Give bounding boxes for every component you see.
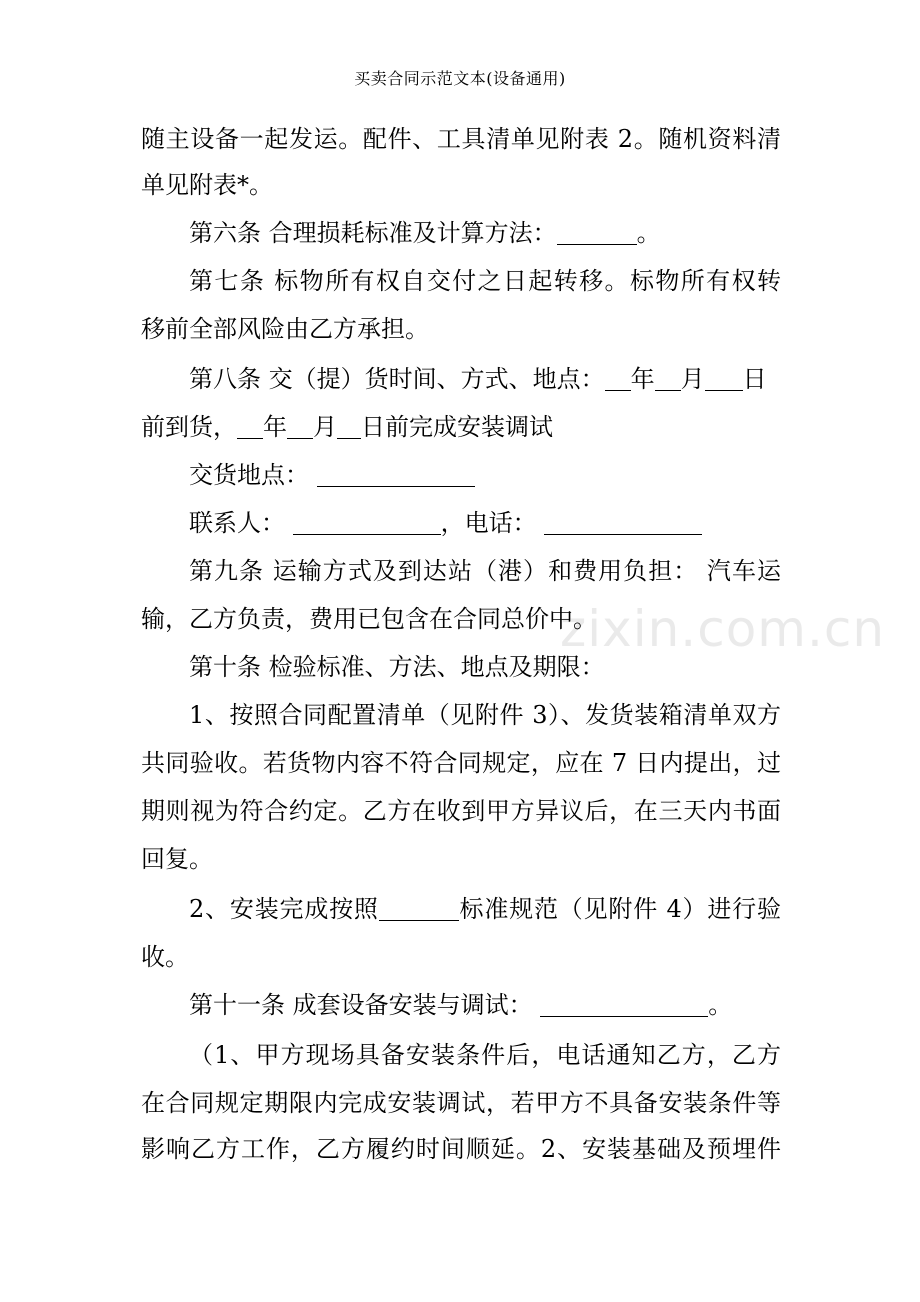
blank-field (317, 462, 475, 487)
line-text: 联系人： (189, 509, 285, 537)
paragraph-line: 输，乙方负责，费用已包含在合同总价中。 (141, 605, 597, 633)
paragraph-line: 影响乙方工作，乙方履约时间顺延。2、安装基础及预埋件 (141, 1135, 781, 1163)
blank-field (705, 366, 743, 391)
article-11-line (189, 990, 781, 1020)
page-header: 买卖合同示范文本(设备通用) (354, 69, 566, 88)
period: 。 (708, 991, 733, 1019)
date-unit: 日 (742, 365, 767, 393)
paragraph-line: 移前全部风险由乙方承担。 (141, 315, 429, 343)
article-6-text: 第六条 合理损耗标准及计算方法： (189, 219, 557, 247)
line-text: 前到货， (141, 413, 237, 441)
blank-field (379, 896, 459, 921)
blank-field (557, 220, 637, 245)
paragraph-line: 收。 (141, 943, 189, 971)
line-text: 日前完成安装调试 (361, 413, 553, 441)
paragraph-line: 共同验收。若货物内容不符合同规定，应在 7 日内提出，过 (141, 749, 781, 777)
line-text: 第十一条 成套设备安装与调试： (189, 991, 533, 1019)
contact-line (189, 508, 781, 538)
date-unit: 月 (313, 413, 337, 441)
watermark: zixin.com.cn (560, 600, 886, 658)
blank-field (337, 414, 361, 439)
paragraph-line: 第七条 标物所有权自交付之日起转移。标物所有权转 (189, 267, 781, 295)
paragraph-line: 1、按照合同配置清单（见附件 3）、发货装箱清单双方 (189, 701, 781, 729)
line-text: ，电话： (440, 509, 537, 537)
article-6-line (189, 218, 781, 248)
line-text: 标准规范（见附件 4）进行验 (458, 895, 781, 923)
blank-field (605, 366, 631, 391)
paragraph-line: （1、甲方现场具备安装条件后，电话通知乙方，乙方 (189, 1041, 781, 1069)
delivery-place-line (189, 460, 781, 490)
paragraph-line: 第九条 运输方式及到达站（港）和费用负担： 汽车运 (189, 557, 781, 585)
line-text: 交货地点： (189, 461, 309, 489)
period: 。 (636, 219, 661, 247)
blank-field (540, 992, 708, 1017)
paragraph-line: 第十条 检验标准、方法、地点及期限： (189, 653, 605, 681)
line-text: 2、安装完成按照 (189, 895, 379, 923)
blank-field (287, 414, 313, 439)
acceptance-line (189, 894, 781, 924)
date-unit: 月 (680, 365, 705, 393)
blank-field (293, 510, 441, 535)
delivery-dates-line (141, 412, 781, 442)
date-unit: 年 (263, 413, 287, 441)
article-8-line (189, 364, 781, 394)
paragraph-line: 在合同规定期限内完成安装调试，若甲方不具备安装条件等 (141, 1089, 781, 1117)
blank-field (544, 510, 702, 535)
date-unit: 年 (630, 365, 655, 393)
blank-field (237, 414, 263, 439)
blank-field (655, 366, 681, 391)
paragraph-line: 随主设备一起发运。配件、工具清单见附表 2。随机资料清 (141, 125, 781, 153)
paragraph-line: 期则视为符合约定。乙方在收到甲方异议后，在三天内书面 (141, 797, 781, 825)
article-8-text: 第八条 交（提）货时间、方式、地点： (189, 365, 605, 393)
paragraph-line: 单见附表*。 (141, 171, 273, 199)
paragraph-line: 回复。 (141, 845, 213, 873)
